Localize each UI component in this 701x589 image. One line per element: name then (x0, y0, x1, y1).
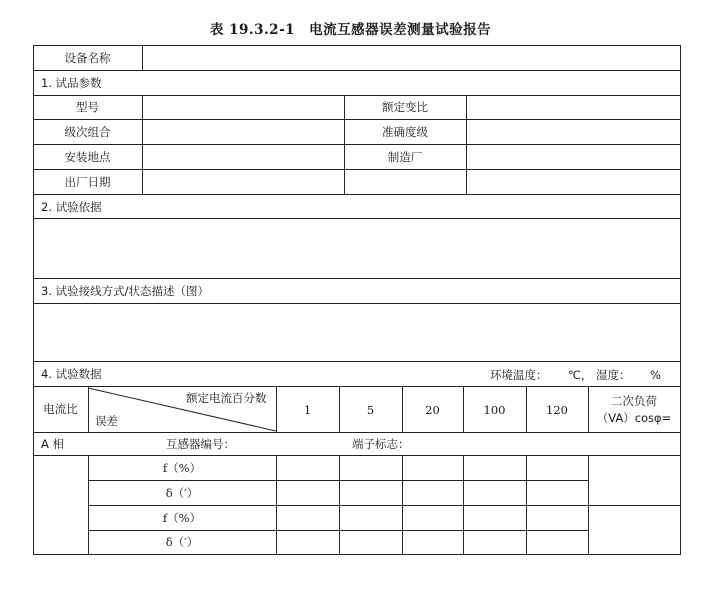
accuracy-class-label: 准确度级 (382, 125, 428, 139)
error-label: 误差 (95, 414, 118, 428)
ratio-error-label: f（%） (162, 511, 202, 525)
percent-col-120: 120 (546, 403, 568, 417)
percent-col-1: 1 (303, 403, 312, 417)
phase-error-label: δ（′） (165, 535, 199, 549)
phase-error-label: δ（′） (165, 486, 199, 500)
manufacturer-label: 制造厂 (387, 150, 423, 164)
percent-col-20: 20 (425, 403, 440, 417)
device-name-label: 设备名称 (64, 51, 111, 65)
ratio-error-label: f（%） (162, 461, 202, 475)
model-label: 型号 (76, 100, 99, 114)
manufacture-date-label: 出厂日期 (64, 175, 111, 189)
rated-ratio-label: 额定变比 (382, 100, 428, 114)
report-title: 表 19.3.2-1 电流互感器误差测量试验报告 (209, 22, 492, 38)
transformer-number-label: 互感器编号： (166, 437, 235, 451)
install-location-label: 安装地点 (64, 150, 111, 164)
section-3-heading: 3. 试验接线方式/状态描述（图） (41, 284, 210, 298)
winding-combination-label: 级次组合 (64, 125, 111, 139)
humidity-label: 湿度： (596, 368, 631, 382)
secondary-load-label: 二次负荷 (611, 394, 657, 408)
rated-current-percent-label: 额定电流百分数 (186, 391, 267, 405)
percent-col-100: 100 (483, 403, 506, 417)
percent-col-5: 5 (366, 403, 375, 417)
terminal-mark-label: 端子标志： (352, 437, 410, 451)
humidity-unit: % (650, 368, 661, 382)
current-ratio-label: 电流比 (43, 402, 78, 416)
section-2-heading: 2. 试验依据 (41, 200, 102, 214)
secondary-load-unit: （VA）cosφ= (596, 411, 672, 425)
section-4-heading: 4. 试验数据 (41, 367, 102, 381)
section-1-heading: 1. 试品参数 (41, 76, 102, 90)
temp-unit: ℃， (568, 368, 593, 382)
env-temp-label: 环境温度： (490, 368, 548, 382)
phase-a-label: A 相 (41, 437, 65, 451)
